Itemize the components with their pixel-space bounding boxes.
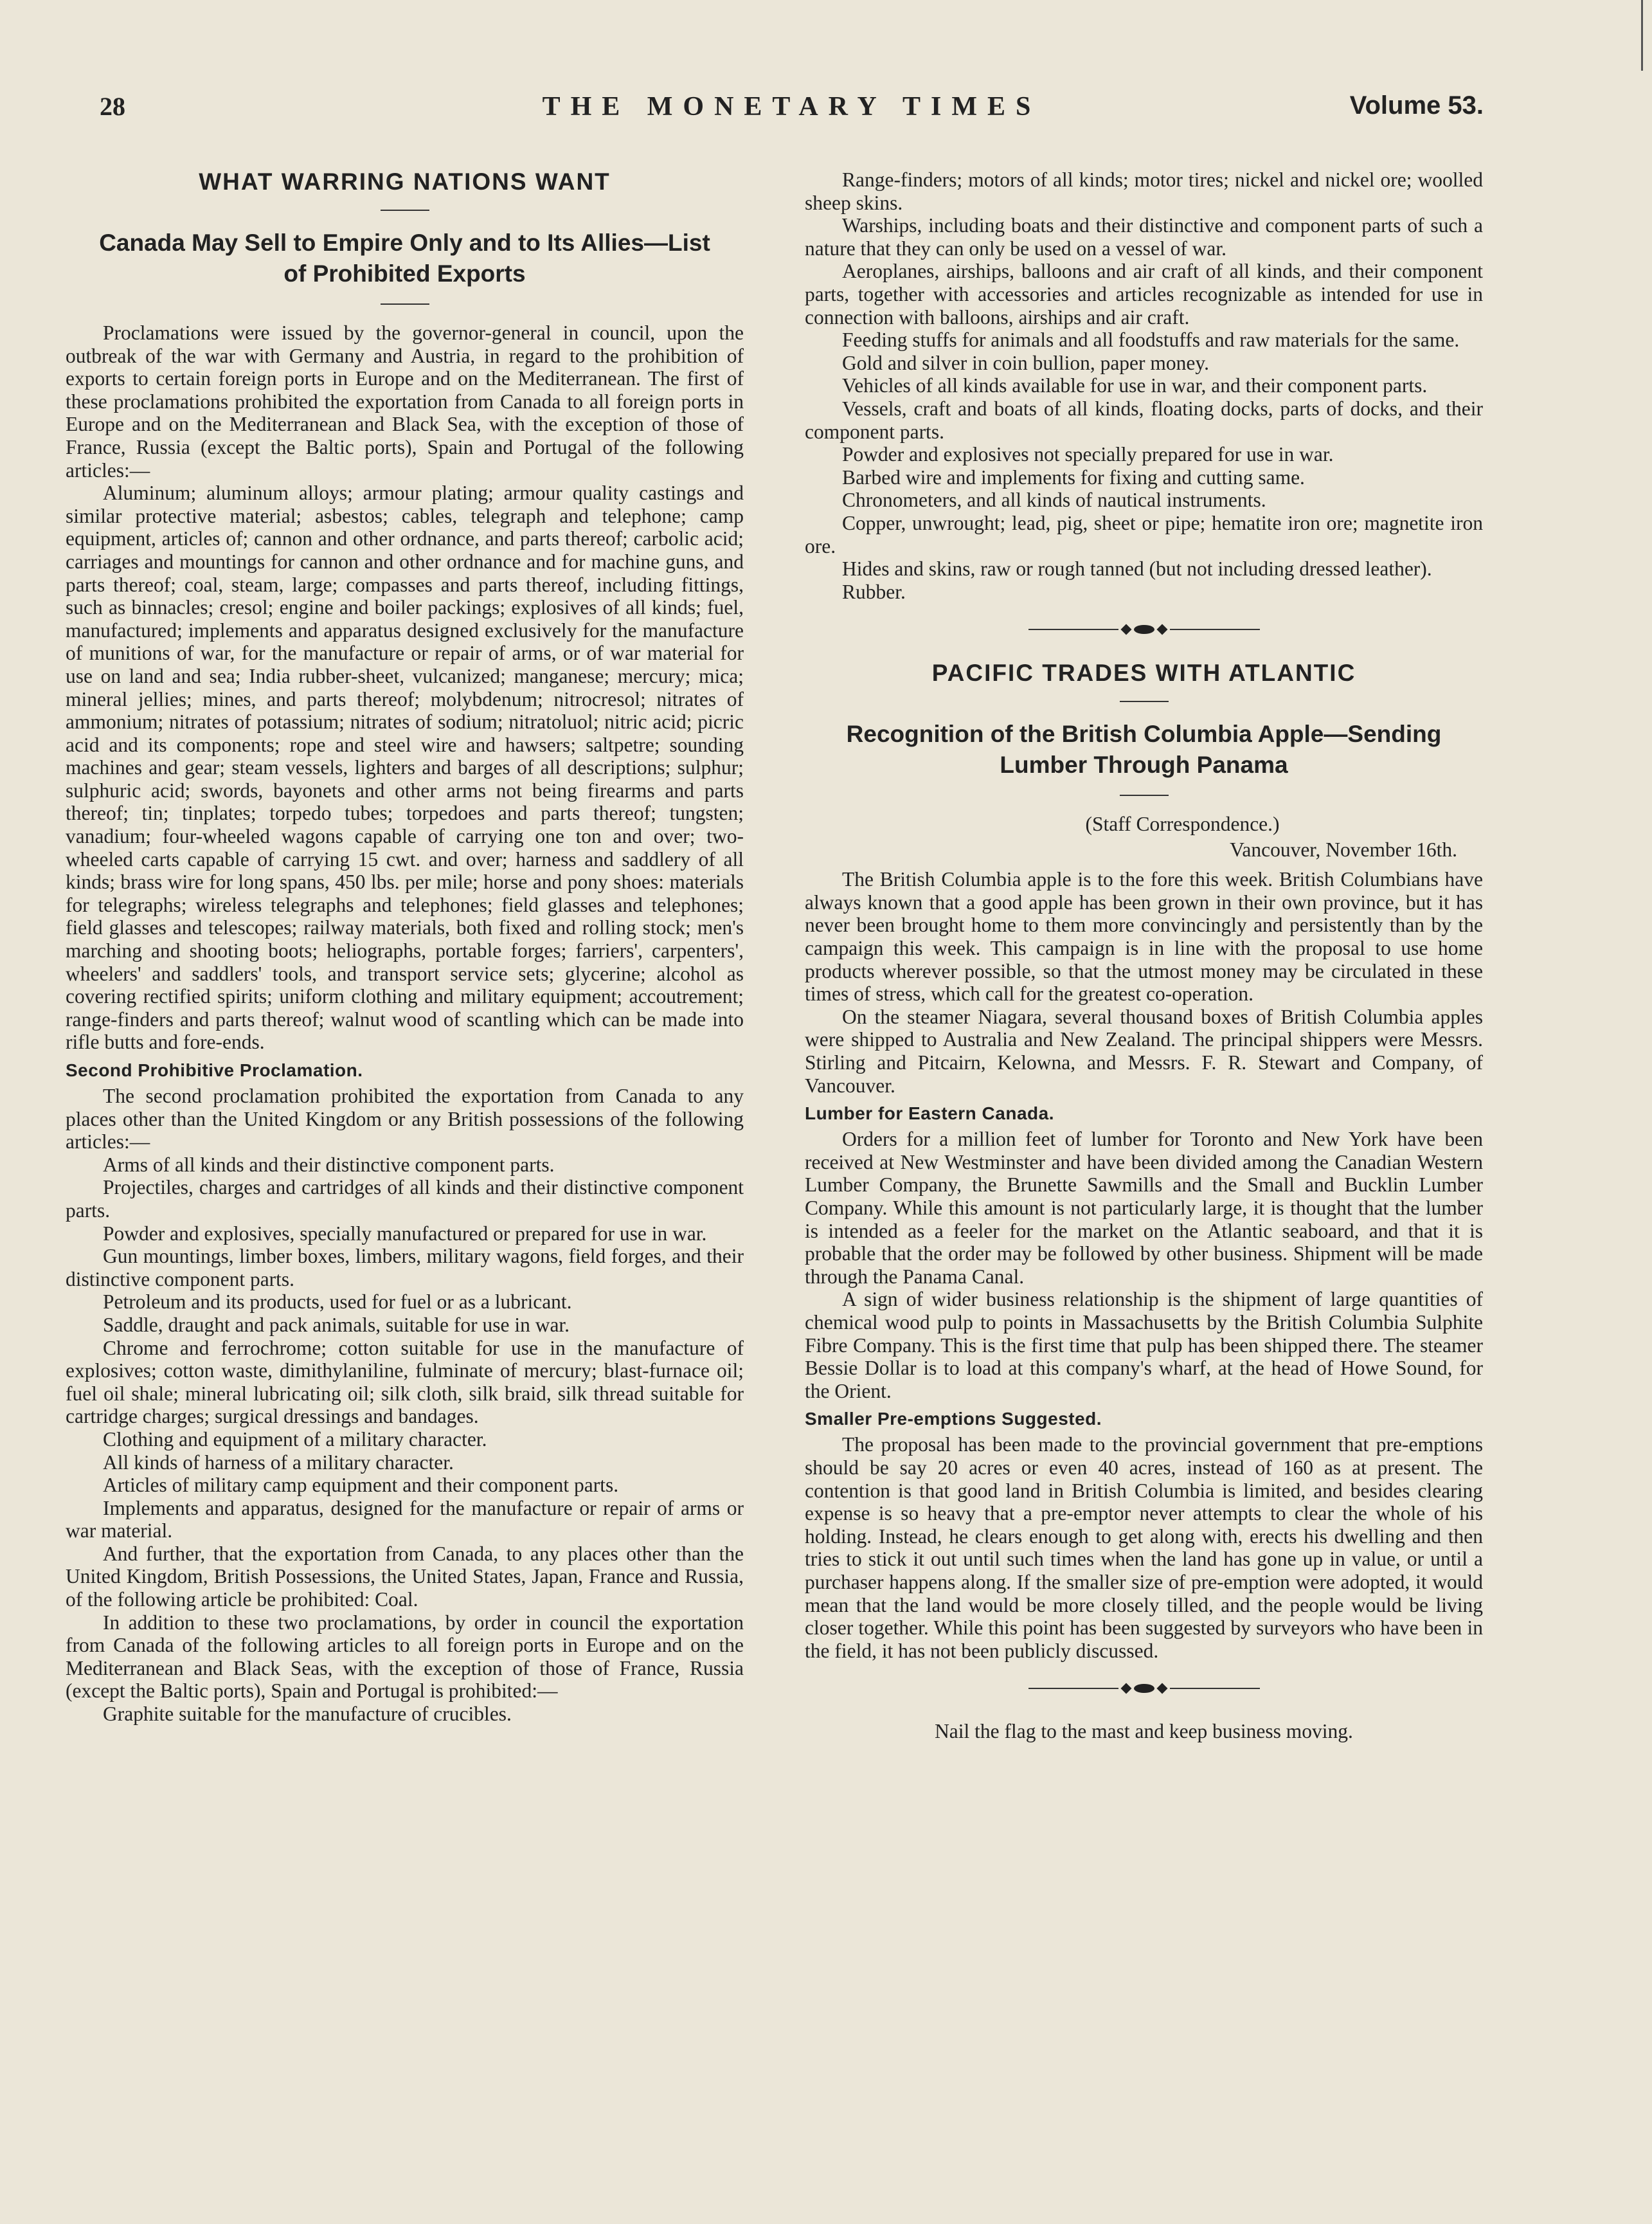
section2-paragraph: Implements and apparatus, designed for the manufacture or repair of arms or war material. bbox=[66, 1496, 744, 1542]
continued-paragraph: Barbed wire and implements for fixing and cutting same. bbox=[842, 466, 1305, 489]
section2-paragraph: The second proclamation prohibited the exportation from Canada to any places other than the United Kingdom or any British possessions of the following articles:— bbox=[66, 1085, 744, 1153]
continued-paragraph: Vehicles of all kinds available for use in war, and their component parts. bbox=[842, 374, 1428, 397]
continued-paragraph: Vessels, craft and boats of all kinds, floating docks, parts of docks, and their component parts. bbox=[805, 397, 1483, 443]
continued-paragraph: Powder and explosives not specially prepared for use in war. bbox=[842, 443, 1334, 466]
section2-paragraph: In addition to these two proclamations, by order in council the exportation from Canada of the following articles to all foreign ports in Europe and on the Mediterranean and Black Seas, with the exception of those of France, Russia (except the Baltic ports), Spain and Portugal is prohibited:— bbox=[66, 1611, 744, 1703]
section-heading-preemptions: Smaller Pre-emptions Suggested. bbox=[805, 1409, 1102, 1429]
continued-paragraph: Aeroplanes, airships, balloons and air craft of all kinds, and their component parts, together with accessories and articles recognizable as intended for use in connection with balloons, airships and air craft. bbox=[805, 260, 1483, 329]
section2-paragraph: All kinds of harness of a military character. bbox=[103, 1451, 454, 1474]
continued-paragraph: Rubber. bbox=[842, 580, 906, 603]
section2-paragraph: Articles of military camp equipment and their component parts. bbox=[103, 1474, 619, 1497]
article1-subhead: Canada May Sell to Empire Only and to Its Allies—List of Prohibited Exports bbox=[99, 230, 710, 287]
article1-headline: WHAT WARRING NATIONS WANT bbox=[199, 168, 611, 195]
subhead-rule bbox=[1120, 795, 1169, 796]
headline-rule bbox=[381, 210, 429, 211]
article2-dateline: Vancouver, November 16th. bbox=[1230, 838, 1457, 862]
section-divider-ornament bbox=[805, 1684, 1483, 1693]
journal-title: THE MONETARY TIMES bbox=[542, 92, 1041, 122]
right-column bbox=[805, 168, 1483, 1744]
section2-paragraph: Clothing and equipment of a military character. bbox=[103, 1427, 487, 1451]
page-number: 28 bbox=[100, 92, 125, 121]
continued-paragraph: Hides and skins, raw or rough tanned (but not including dressed leather). bbox=[842, 557, 1432, 581]
left-column bbox=[66, 168, 744, 1726]
section2-paragraph: Projectiles, charges and cartridges of all kinds and their distinctive component parts. bbox=[66, 1176, 744, 1222]
page-header bbox=[100, 91, 1484, 131]
section2-paragraph: Graphite suitable for the manufacture of crucibles. bbox=[103, 1703, 512, 1726]
section2-paragraph: Powder and explosives, specially manufactured or prepared for use in war. bbox=[103, 1222, 707, 1245]
subhead-rule bbox=[381, 303, 429, 305]
continued-paragraph: Gold and silver in coin bullion, paper money. bbox=[842, 351, 1209, 374]
article2-byline: (Staff Correspondence.) bbox=[1085, 813, 1280, 836]
section2-paragraph: Gun mountings, limber boxes, limbers, military wagons, field forges, and their distinctive component parts. bbox=[66, 1245, 744, 1290]
volume-label: Volume 53. bbox=[1349, 91, 1484, 120]
article2-paragraph: On the steamer Niagara, several thousand boxes of British Columbia apples were shipped to Australia and New Zealand. The principal shippers were Messrs. Stirling and Pitcairn, Kelowna, and Messrs. F. R. Stewart and Company, of Vancouver. bbox=[805, 1005, 1483, 1097]
lumber-paragraph: A sign of wider business relationship is the shipment of large quantities of chemical wood pulp to points in Massachusetts by the British Columbia Sulphite Fibre Company. This is the first time that pulp has been shipped there. The steamer Bessie Dollar is to load at this company's wharf, at the head of Howe Sound, for the Orient. bbox=[805, 1288, 1483, 1402]
article1-paragraph: Proclamations were issued by the governor-general in council, upon the outbreak of the war with Germany and Austria, in regard to the prohibition of exports to certain foreign ports in Europe and on the Mediterranean. The first of these proclamations prohibited the exportation from Canada to all foreign ports in Europe and on the Mediterranean and Black Sea, with the exception of those of France, Russia (except the Baltic ports), Spain and Portugal of the following articles:— bbox=[66, 321, 744, 482]
article1-paragraph: Aluminum; aluminum alloys; armour plating; armour quality castings and similar protective material; asbestos; cables, telegraph and telephone; camp equipment, articles of; cannon and other ordnance, and parts thereof; carbolic acid; carriages and mountings for cannon and other ordnance and for machine guns, and parts thereof; coal, steam, large; compasses and parts thereof, including fittings, such as binnacles; cresol; engine and boiler packings; explosives of all kinds; fuel, manufactured; implements and apparatus designed exclusively for the manufacture of munitions of war, for the manufacture or repair of arms, or of war material for use on land and sea; India rubber-sheet, vulcanized; manganese; mercury; mica; mineral jellies; mines, and parts thereof; molybdenum; nitrocresol; nitrates of ammonium; nitrates of potassium; nitrates of sodium; nitratoluol; nitric acid; picric acid and its components; rope and steel wire and hawsers; saltpetre; sounding machines and gear; steam vessels, lighters and barges of all descriptions; sulphur; sulphuric acid; swords, bayonets and other arms not being firearms and parts thereof; tin; tinplates; torpedo tubes; torpedoes and parts thereof; tungsten; vanadium; four-wheeled wagons capable of carrying one ton and over; two-wheeled carts capable of carrying 15 cwt. and over; harness and saddlery of all kinds; brass wire for long spans, 450 lbs. per mile; horse and pony shoes: materials for telegraphs; wireless telegraphs and telephones; field glasses and telephones; field glasses and telescopes; railway materials, both fixed and rolling stock; men's marching and shooting boots; heliographs, portable forges; farriers', carpenters', wheelers' and saddlers' tools, and transport service sets; glycerine; alcohol as covering rectified spirits; uniform clothing and military equipment; accoutrement; range-finders and parts thereof; walnut wood of scantling which can be made into rifle butts and fore-ends. bbox=[66, 482, 744, 1054]
section-heading-second-proclamation: Second Prohibitive Proclamation. bbox=[66, 1060, 363, 1080]
section2-paragraph: Chrome and ferrochrome; cotton suitable for use in the manufacture of explosives; cotton waste, dimithylaniline, fulminate of mercury; blast-furnace oil; fuel oil shale; mineral lubricating oil; silk cloth, silk braid, silk thread suitable for cartridge charges; surgical dressings and bandages. bbox=[66, 1336, 744, 1428]
section2-paragraph: Saddle, draught and pack animals, suitable for use in war. bbox=[103, 1313, 570, 1336]
article2-paragraph: The British Columbia apple is to the fore this week. British Columbians have always known that a good apple has been grown in their own province, but it has never been brought home to them more convincingly and persistently than by the campaign this week. This campaign is in line with the proposal to use home products wherever possible, so that the utmost money may be circulated in these times of stress, which call for the greatest co-operation. bbox=[805, 868, 1483, 1006]
continued-paragraph: Copper, unwrought; lead, pig, sheet or pipe; hematite iron ore; magnetite iron ore. bbox=[805, 511, 1483, 557]
lumber-paragraph: Orders for a million feet of lumber for Toronto and New York have been received at New Westminster and have been divided among the Canadian Western Lumber Company, the Brunette Sawmills and the Small and Bucklin Lumber Company. While this amount is not particularly large, it is thought that the lumber is intended as a feeler for the market on the Atlantic seaboard, and that it is probable that the order may be followed by other business. Shipment will be made through the Panama Canal. bbox=[805, 1128, 1483, 1288]
continued-paragraph: Range-finders; motors of all kinds; motor tires; nickel and nickel ore; woolled sheep skins. bbox=[805, 168, 1483, 214]
continued-paragraph: Warships, including boats and their distinctive and component parts of such a nature that they can only be used on a vessel of war. bbox=[805, 214, 1483, 260]
section2-paragraph: Arms of all kinds and their distinctive component parts. bbox=[103, 1153, 555, 1176]
article2-headline: PACIFIC TRADES WITH ATLANTIC bbox=[931, 660, 1356, 687]
headline-rule bbox=[1120, 701, 1169, 702]
closing-slogan: Nail the flag to the mast and keep business moving. bbox=[935, 1720, 1353, 1743]
page-edge-mark bbox=[1641, 0, 1643, 71]
section2-paragraph: Petroleum and its products, used for fuel or as a lubricant. bbox=[103, 1290, 572, 1314]
section2-paragraph: And further, that the exportation from Canada, to any places other than the United Kingdom, British Possessions, the United States, Japan, France and Russia, of the following article be prohibited: Coal. bbox=[66, 1542, 744, 1611]
article2-subhead: Recognition of the British Columbia Apple—Sending Lumber Through Panama bbox=[846, 721, 1442, 779]
preemption-paragraph: The proposal has been made to the provincial government that pre-emptions should be say 20 acres or even 40 acres, instead of 160 as at present. The contention is that good land in British Columbia is limited, and besides clearing expense is so heavy that a pre-emptor never attempts to clear the whole of his holding. Instead, he clears enough to get along with, erects his dwelling and then tries to stick it out until such times when the land has gone up in value, or until a purchaser happens along. If the smaller size of pre-emption were adopted, it would mean that the land would be more closely tilled, and the people would be living closer together. While this point has been suggested by surveyors who have been in the field, it has not been publicly discussed. bbox=[805, 1433, 1483, 1662]
section-heading-lumber: Lumber for Eastern Canada. bbox=[805, 1103, 1054, 1124]
continued-paragraph: Feeding stuffs for animals and all foodstuffs and raw materials for the same. bbox=[842, 329, 1460, 352]
section-divider-ornament bbox=[805, 625, 1483, 634]
continued-paragraph: Chronometers, and all kinds of nautical instruments. bbox=[842, 489, 1266, 512]
